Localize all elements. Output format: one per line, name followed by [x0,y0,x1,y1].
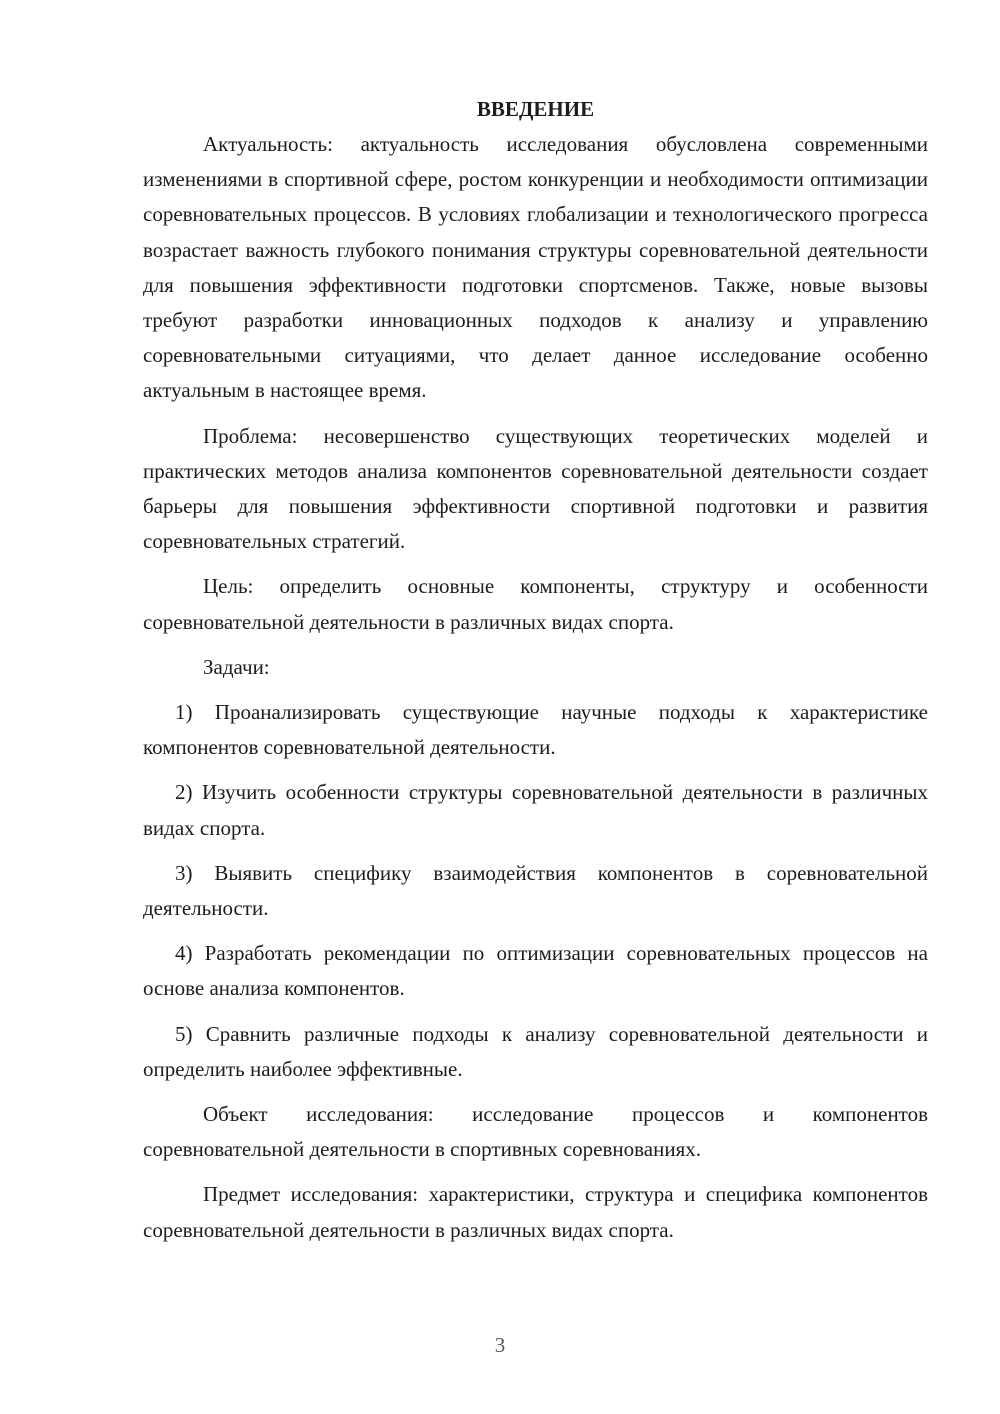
section-title: ВВЕДЕНИЕ [476,97,595,121]
document-page [143,92,928,1258]
task-item-1: 1) Проанализировать существующие научные подходы к характеристике компонентов соревновательной деятельности. [143,700,928,760]
object-paragraph: Объект исследования: исследование процессов и компонентов соревновательной деятельности в спортивных соревнованиях. [143,1102,928,1162]
page-number: 3 [494,1333,506,1357]
problem-paragraph: Проблема: несовершенство существующих теоретических моделей и практических методов анализа компонентов соревновательной деятельности создает барьеры для повышения эффективности спортивной подготовки и развития соревновательных стратегий. [143,423,928,554]
subject-paragraph: Предмет исследования: характеристики, структура и специфика компонентов соревновательной деятельности в различных видах спорта. [143,1182,928,1242]
task-item-4: 4) Разработать рекомендации по оптимизации соревновательных процессов на основе анализа компонентов. [143,941,928,1001]
task-item-2: 2) Изучить особенности структуры соревновательной деятельности в различных видах спорта. [143,780,928,840]
goal-paragraph: Цель: определить основные компоненты, структуру и особенности соревновательной деятельности в различных видах спорта. [143,574,928,634]
task-item-5: 5) Сравнить различные подходы к анализу соревновательной деятельности и определить наиболее эффективные. [143,1021,928,1081]
task-item-3: 3) Выявить специфику взаимодействия компонентов в соревновательной деятельности. [143,860,928,921]
tasks-heading: Задачи: [203,654,270,679]
relevance-paragraph: Актуальность: актуальность исследования обусловлена современными изменениями в спортивной сфере, ростом конкуренции и необходимости оптимизации соревновательных процессов. В условиях глобализации и технологического прогресса возрастает важность глубокого понимания структуры соревновательной деятельности для повышения эффективности подготовки спортсменов. Также, новые вызовы требуют разработки инновационных подходов к анализу и управлению соревновательными ситуациями, что делает данное исследование особенно актуальным в настоящее время. [143,132,928,403]
